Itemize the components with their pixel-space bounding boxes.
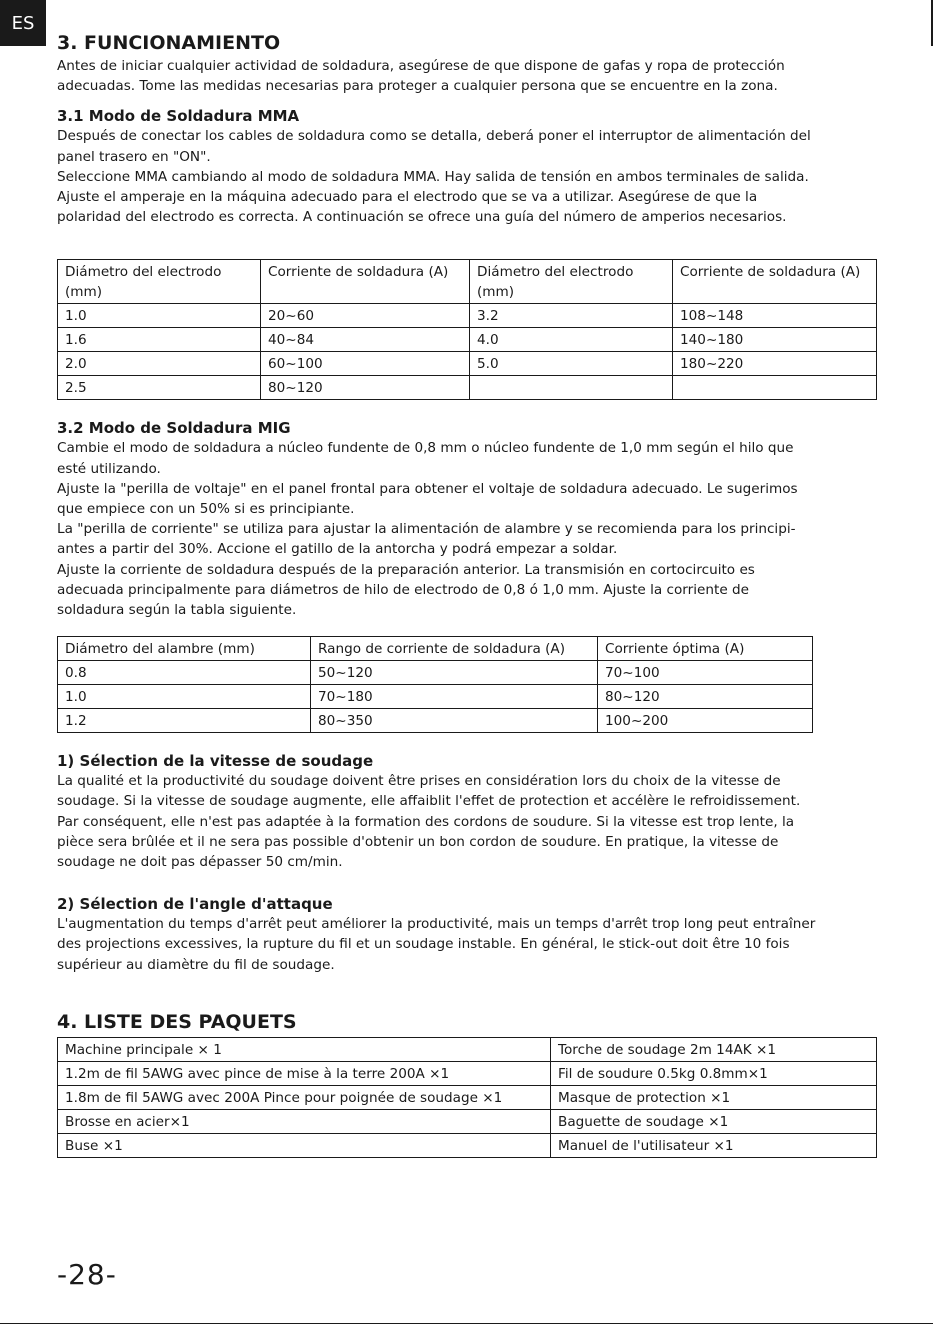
table-cell: 1.2m de fil 5AWG avec pince de mise à la terre 200A ×1 [58,1061,551,1085]
table-row [58,376,877,400]
paragraph-line: Par conséquent, elle n'est pas adaptée à la formation des cordons de soudure. Si la vitesse est trop lente, la [57,813,795,830]
subsection-title: 3.1 Modo de Soldadura MMA [57,107,300,126]
paragraph-line: Cambie el modo de soldadura a núcleo fundente de 0,8 mm o núcleo fundente de 1,0 mm según el hilo que [57,440,794,457]
table-cell: Buse ×1 [58,1133,551,1157]
table-cell: Baguette de soudage ×1 [551,1109,877,1133]
table-cell: 70~180 [311,685,598,709]
table-row [58,1085,877,1109]
paragraph-line: Después de conectar los cables de soldadura como se detalla, deberá poner el interruptor de alimentación del [57,128,811,145]
table-cell: Masque de protection ×1 [551,1085,877,1109]
table-row [58,1133,877,1157]
table-cell: 100~200 [598,709,813,733]
table-cell: 5.0 [470,352,673,376]
table-cell: Fil de soudure 0.5kg 0.8mm×1 [551,1061,877,1085]
table-header-cell: Corriente de soldadura (A) [673,260,877,304]
table-cell: 2.5 [58,376,261,400]
table-cell: 2.0 [58,352,261,376]
table-header-cell: Diámetro del alambre (mm) [58,637,311,661]
table-cell: 80~120 [261,376,470,400]
table-header-cell: Corriente óptima (A) [598,637,813,661]
table-cell: 1.2 [58,709,311,733]
package-list-table [57,1037,877,1158]
table-cell: 0.8 [58,661,311,685]
mig-table [57,636,813,733]
table-row [58,661,813,685]
table-header-cell: Diámetro del electrodo (mm) [470,260,673,304]
table-row [58,352,877,376]
table-row [58,1109,877,1133]
mma-table [57,259,877,400]
table-cell: 60~100 [261,352,470,376]
table-row [58,709,813,733]
language-tab: ES [0,0,46,46]
table-row [58,1061,877,1085]
table-header-cell: Corriente de soldadura (A) [261,260,470,304]
page-content [57,30,877,1158]
table-cell: 4.0 [470,328,673,352]
table-row [58,685,813,709]
table-header-row [58,260,877,304]
paragraph-line: Seleccione MMA cambiando al modo de soldadura MMA. Hay salida de tensión en ambos terminales de salida. [57,168,809,185]
table-cell: 80~350 [311,709,598,733]
table-cell [673,376,877,400]
paragraph-line: soudage. Si la vitesse de soudage augmente, elle affaiblit l'effet de protection et accélère le refroidissement. [57,793,801,810]
table-cell: Manuel de l'utilisateur ×1 [551,1133,877,1157]
paragraph-line: Ajuste la corriente de soldadura después de la preparación anterior. La transmisión en cortocircuito es [57,561,755,578]
subsection-title: 1) Sélection de la vitesse de soudage [57,752,374,771]
table-cell: 50~120 [311,661,598,685]
table-cell: 80~120 [598,685,813,709]
paragraph-line: antes a partir del 30%. Accione el gatillo de la antorcha y podrá empezar a soldar. [57,541,618,558]
paragraph-line: pièce sera brûlée et il ne sera pas possible d'obtenir un bon cordon de soudure. En pratique, la vitesse de [57,833,779,850]
paragraph-line: L'augmentation du temps d'arrêt peut améliorer la productivité, mais un temps d'arrêt trop long peut entraîner [57,916,816,933]
paragraph-line: Ajuste el amperaje en la máquina adecuado para el electrodo que se va a utilizar. Asegúrese de que la [57,189,758,206]
paragraph-line: supérieur au diamètre du fil de soudage. [57,956,335,973]
table-cell: 1.6 [58,328,261,352]
paragraph-line: esté utilizando. [57,460,161,477]
section-title: 3. FUNCIONAMIENTO [57,32,281,54]
paragraph-line: La qualité et la productivité du soudage doivent être prises en considération lors du choix de la vitesse de [57,773,781,790]
table-header-row [58,637,813,661]
subsection-title: 3.2 Modo de Soldadura MIG [57,419,291,438]
table-header-cell: Rango de corriente de soldadura (A) [311,637,598,661]
paragraph-line: adecuadas. Tome las medidas necesarias para proteger a cualquier persona que se encuentre en la zona. [57,78,778,95]
paragraph-line: soldadura según la tabla siguiente. [57,602,297,619]
table-cell: 40~84 [261,328,470,352]
table-cell: Machine principale × 1 [58,1037,551,1061]
paragraph-line: La "perilla de corriente" se utiliza para ajustar la alimentación de alambre y se recomienda para los principi- [57,521,796,538]
table-cell [470,376,673,400]
table-row [58,304,877,328]
paragraph-line: panel trasero en "ON". [57,148,211,165]
subsection-title: 2) Sélection de l'angle d'attaque [57,895,333,914]
paragraph-line: Ajuste la "perilla de voltaje" en el panel frontal para obtener el voltaje de soldadura adecuado. Le sugerimos [57,480,798,497]
paragraph-line: Antes de iniciar cualquier actividad de soldadura, asegúrese de que dispone de gafas y ropa de protección [57,58,785,74]
paragraph-line: soudage ne doit pas dépasser 50 cm/min. [57,854,343,871]
table-cell: 20~60 [261,304,470,328]
page-number: -28- [57,1258,117,1291]
table-cell: 70~100 [598,661,813,685]
table-cell: 1.0 [58,304,261,328]
table-cell: 140~180 [673,328,877,352]
table-cell: 108~148 [673,304,877,328]
table-cell: 3.2 [470,304,673,328]
table-cell: 1.0 [58,685,311,709]
paragraph-line: que empiece con un 50% si es principiante. [57,501,355,518]
table-row [58,328,877,352]
table-cell: 1.8m de fil 5AWG avec 200A Pince pour poignée de soudage ×1 [58,1085,551,1109]
table-header-cell: Diámetro del electrodo (mm) [58,260,261,304]
paragraph-line: des projections excessives, la rupture du fil et un soudage instable. En général, le stick-out doit être 10 fois [57,936,790,953]
paragraph-line: adecuada principalmente para diámetros de hilo de electrodo de 0,8 ó 1,0 mm. Ajuste la corriente de [57,581,750,598]
paragraph-line: polaridad del electrodo es correcta. A continuación se ofrece una guía del número de amperios necesarios. [57,209,787,226]
section-title: 4. LISTE DES PAQUETS [57,1010,297,1033]
table-cell: Torche de soudage 2m 14AK ×1 [551,1037,877,1061]
table-cell: Brosse en acier×1 [58,1109,551,1133]
table-row [58,1037,877,1061]
table-cell: 180~220 [673,352,877,376]
